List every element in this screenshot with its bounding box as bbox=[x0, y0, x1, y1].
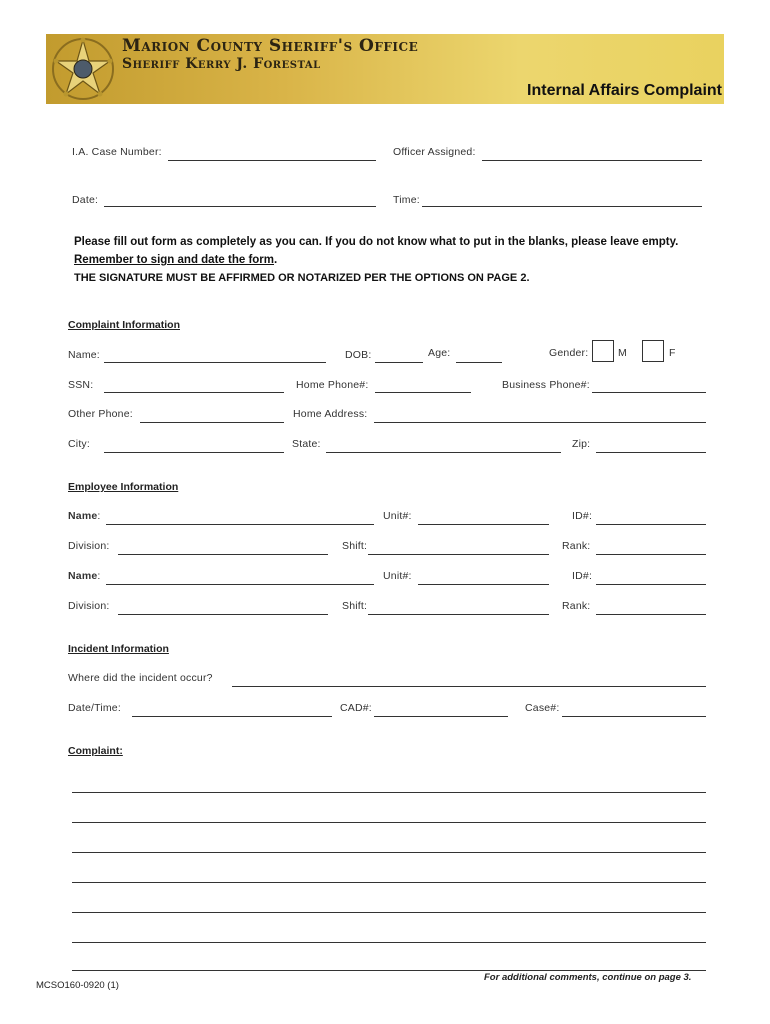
complaint-line-3[interactable] bbox=[72, 852, 706, 853]
complaint-line-6[interactable] bbox=[72, 942, 706, 943]
date-label: Date: bbox=[72, 194, 99, 206]
employee-1-unit-label: Unit#: bbox=[383, 510, 412, 522]
incident-location-label: Where did the incident occur? bbox=[68, 672, 213, 684]
ssn-field[interactable] bbox=[104, 392, 284, 393]
complaint-line-2[interactable] bbox=[72, 822, 706, 823]
incident-case-label: Case#: bbox=[525, 702, 560, 714]
complaint-line-1[interactable] bbox=[72, 792, 706, 793]
employee-1-name-field[interactable] bbox=[106, 524, 374, 525]
gender-m-label: M bbox=[618, 347, 627, 359]
dob-label: DOB: bbox=[345, 349, 372, 361]
gender-m-checkbox[interactable] bbox=[592, 340, 614, 362]
home-phone-label: Home Phone#: bbox=[296, 379, 369, 391]
complaint-line-7[interactable] bbox=[72, 970, 706, 971]
officer-assigned-label: Officer Assigned: bbox=[393, 146, 476, 158]
sheriff-name: Sheriff Kerry J. Forestal bbox=[122, 56, 321, 72]
state-field[interactable] bbox=[326, 452, 561, 453]
employee-1-shift-field[interactable] bbox=[368, 554, 549, 555]
employee-2-id-field[interactable] bbox=[596, 584, 706, 585]
complainant-name-field[interactable] bbox=[104, 362, 326, 363]
employee-2-rank-field[interactable] bbox=[596, 614, 706, 615]
other-phone-label: Other Phone: bbox=[68, 408, 133, 420]
state-label: State: bbox=[292, 438, 321, 450]
instructions-line-3: THE SIGNATURE MUST BE AFFIRMED OR NOTARIZED PER THE OPTIONS ON PAGE 2. bbox=[74, 272, 530, 284]
incident-datetime-field[interactable] bbox=[132, 716, 332, 717]
sign-reminder-period: . bbox=[274, 254, 278, 266]
incident-info-heading: Incident Information bbox=[68, 643, 169, 655]
incident-datetime-label: Date/Time: bbox=[68, 702, 121, 714]
sign-reminder: Remember to sign and date the form bbox=[74, 254, 275, 266]
employee-2-shift-field[interactable] bbox=[368, 614, 549, 615]
employee-1-id-label: ID#: bbox=[572, 510, 593, 522]
employee-2-name-colon: : bbox=[97, 570, 101, 582]
age-label: Age: bbox=[428, 347, 451, 359]
employee-1-name-text: Name bbox=[68, 510, 98, 522]
employee-info-heading: Employee Information bbox=[68, 481, 179, 493]
case-number-label: I.A. Case Number: bbox=[72, 146, 162, 158]
sheriff-star-badge-icon bbox=[48, 34, 118, 104]
employee-1-rank-field[interactable] bbox=[596, 554, 706, 555]
complaint-line-4[interactable] bbox=[72, 882, 706, 883]
incident-location-field[interactable] bbox=[232, 686, 706, 687]
time-field[interactable] bbox=[422, 206, 702, 207]
complainant-name-label: Name: bbox=[68, 349, 100, 361]
form-code: MCSO160-0920 (1) bbox=[36, 980, 119, 991]
employee-1-name-label bbox=[68, 510, 101, 522]
cad-label: CAD#: bbox=[340, 702, 372, 714]
employee-2-name-text: Name bbox=[68, 570, 98, 582]
complaint-heading: Complaint: bbox=[68, 745, 123, 757]
case-number-field[interactable] bbox=[168, 160, 376, 161]
employee-2-unit-label: Unit#: bbox=[383, 570, 412, 582]
business-phone-label: Business Phone#: bbox=[502, 379, 590, 391]
officer-assigned-field[interactable] bbox=[482, 160, 702, 161]
incident-case-field[interactable] bbox=[562, 716, 706, 717]
cad-field[interactable] bbox=[374, 716, 508, 717]
employee-2-shift-label: Shift: bbox=[342, 600, 368, 612]
business-phone-field[interactable] bbox=[592, 392, 706, 393]
zip-field[interactable] bbox=[596, 452, 706, 453]
instructions-line-1: Please fill out form as completely as you can. If you do not know what to put in the blanks, please leave empty. bbox=[74, 236, 679, 248]
date-field[interactable] bbox=[104, 206, 376, 207]
employee-1-id-field[interactable] bbox=[596, 524, 706, 525]
dob-field[interactable] bbox=[375, 362, 423, 363]
employee-2-unit-field[interactable] bbox=[418, 584, 549, 585]
instructions-line-2 bbox=[74, 254, 277, 266]
ssn-label: SSN: bbox=[68, 379, 94, 391]
form-title: Internal Affairs Complaint bbox=[527, 82, 722, 99]
city-label: City: bbox=[68, 438, 90, 450]
gender-f-label: F bbox=[669, 347, 676, 359]
employee-1-shift-label: Shift: bbox=[342, 540, 368, 552]
employee-1-unit-field[interactable] bbox=[418, 524, 549, 525]
city-field[interactable] bbox=[104, 452, 284, 453]
continue-note: For additional comments, continue on page 3. bbox=[484, 972, 692, 983]
employee-2-name-field[interactable] bbox=[106, 584, 374, 585]
zip-label: Zip: bbox=[572, 438, 591, 450]
employee-2-division-field[interactable] bbox=[118, 614, 328, 615]
home-phone-field[interactable] bbox=[375, 392, 471, 393]
gender-label: Gender: bbox=[549, 347, 589, 359]
employee-1-name-colon: : bbox=[97, 510, 101, 522]
employee-2-division-label: Division: bbox=[68, 600, 110, 612]
home-address-field[interactable] bbox=[374, 422, 706, 423]
time-label: Time: bbox=[393, 194, 420, 206]
employee-1-division-label: Division: bbox=[68, 540, 110, 552]
other-phone-field[interactable] bbox=[140, 422, 284, 423]
home-address-label: Home Address: bbox=[293, 408, 368, 420]
employee-2-name-label bbox=[68, 570, 101, 582]
gender-f-checkbox[interactable] bbox=[642, 340, 664, 362]
employee-2-rank-label: Rank: bbox=[562, 600, 591, 612]
agency-title: Marion County Sheriff's Office bbox=[122, 36, 419, 56]
complaint-line-5[interactable] bbox=[72, 912, 706, 913]
complaint-info-heading: Complaint Information bbox=[68, 319, 180, 331]
employee-1-division-field[interactable] bbox=[118, 554, 328, 555]
employee-1-rank-label: Rank: bbox=[562, 540, 591, 552]
employee-2-id-label: ID#: bbox=[572, 570, 593, 582]
age-field[interactable] bbox=[456, 362, 502, 363]
